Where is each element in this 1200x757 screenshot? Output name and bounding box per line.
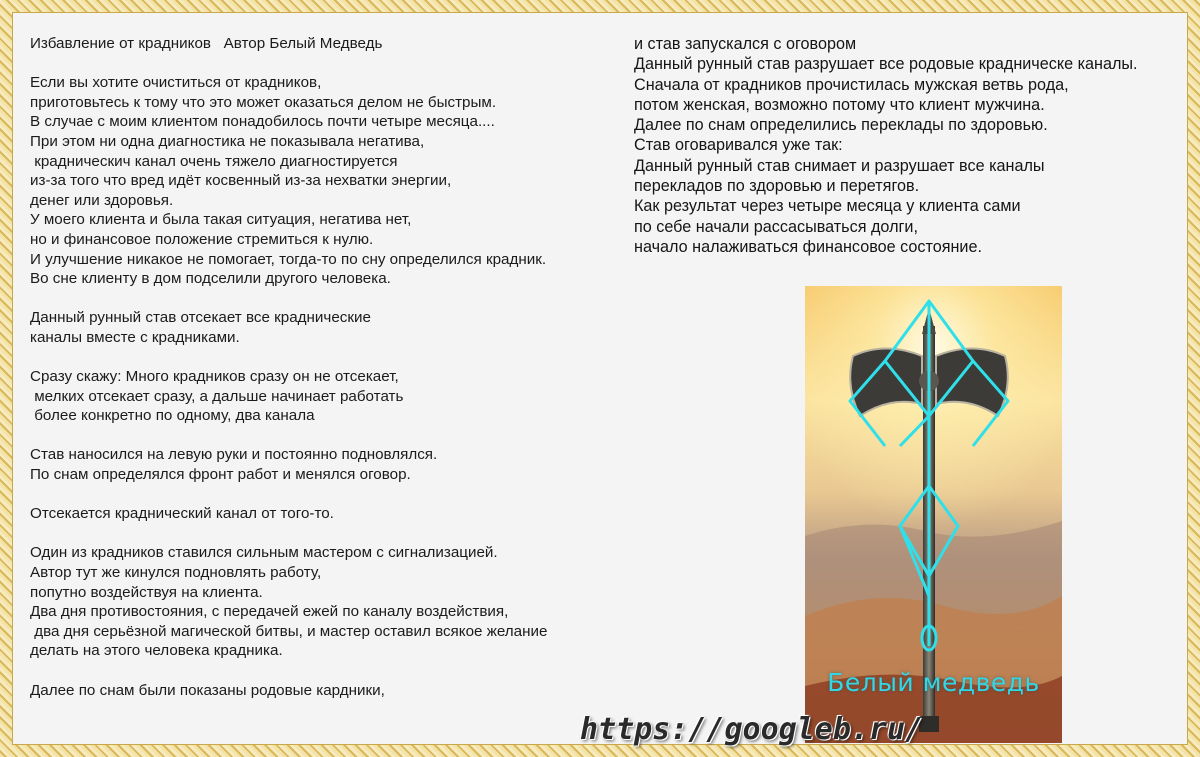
text-line: Сразу скажу: Много крадников сразу он не отсекает, <box>30 368 399 386</box>
text-line: Как результат через четыре месяца у клиента сами <box>634 197 1021 216</box>
text-line: каналы вместе с крадниками. <box>30 328 240 346</box>
text-line <box>30 289 630 309</box>
text-line <box>30 54 630 74</box>
text-line: Если вы хотите очиститься от крадников, <box>30 74 322 92</box>
text-line: крадническич канал очень тяжело диагностируется <box>30 152 398 170</box>
text-line: Став оговаривался уже так: <box>634 136 843 155</box>
text-line: По снам определялся фронт работ и менялся оговор. <box>30 466 411 484</box>
rune-axe-image <box>805 286 1062 743</box>
text-line: делать на этого человека крадника. <box>30 642 283 660</box>
text-line: Отсекается краднический канал от того-то. <box>30 505 334 523</box>
text-line: У моего клиента и была такая ситуация, негатива нет, <box>30 211 412 229</box>
text-line: Став наносился на левую руки и постоянно подновлялся. <box>30 446 438 464</box>
watermark-url: https://googleb.ru/ <box>580 712 924 747</box>
text-line <box>30 485 630 505</box>
page-panel <box>12 12 1188 745</box>
text-line: приготовьтесь к тому что это может оказаться делом не быстрым. <box>30 93 497 111</box>
text-line: Два дня противостояния, с передачей ежей по каналу воздействия, <box>30 603 509 621</box>
text-line <box>30 426 630 446</box>
text-line: Данный рунный став снимает и разрушает все каналы <box>634 156 1045 175</box>
text-line: Один из крадников ставился сильным мастером с сигнализацией. <box>30 544 498 562</box>
text-line: В случае с моим клиентом понадобилось почти четыре месяца.... <box>30 113 495 131</box>
text-line <box>30 661 630 681</box>
text-line: но и финансовое положение стремиться к нулю. <box>30 230 374 248</box>
text-line: два дня серьёзной магической битвы, и мастер оставил всякое желание <box>30 622 548 640</box>
right-text-column <box>634 34 1194 257</box>
text-line: Данный рунный став отсекает все крадническиe <box>30 309 371 327</box>
text-line: Во сне клиенту в дом подселили другого человека. <box>30 270 391 288</box>
text-line: Сначала от крадников прочистилась мужская ветвь рода, <box>634 75 1069 94</box>
text-line: И улучшение никакое не помогает, тогда-то по сну определился крадник. <box>30 250 547 268</box>
left-text-column <box>30 34 630 700</box>
text-line: Избавление от крадников Автор Белый Медведь <box>30 35 383 52</box>
text-line: При этом ни одна диагностика не показывала негатива, <box>30 132 425 150</box>
text-line <box>30 524 630 544</box>
text-line: по себе начали рассасываться долги, <box>634 217 918 236</box>
text-line: начало налаживаться финансовое состояние. <box>634 237 982 256</box>
text-line: Данный рунный став разрушает все родовые крадническе каналы. <box>634 55 1138 74</box>
text-line <box>30 348 630 368</box>
text-line: более конкретно по одному, два канала <box>30 407 315 425</box>
text-line: Далее по снам были показаны родовые кардники, <box>30 681 385 699</box>
image-caption: Белый медведь <box>827 668 1040 697</box>
text-line: денег или здоровья. <box>30 191 174 209</box>
text-line: мелких отсекает сразу, а дальше начинает работать <box>30 387 404 405</box>
text-line: из-за того что вред идёт косвенный из-за нехватки энергии, <box>30 172 452 190</box>
text-line: Автор тут же кинулся подновлять работу, <box>30 564 322 582</box>
text-line: перекладов по здоровью и перетягов. <box>634 177 920 196</box>
text-line: и став запускался с оговором <box>634 35 857 53</box>
text-line: попутно воздействуя на клиента. <box>30 583 263 601</box>
text-line: Далее по снам определились переклады по здоровью. <box>634 116 1048 135</box>
text-line: потом женская, возможно потому что клиент мужчина. <box>634 95 1045 114</box>
